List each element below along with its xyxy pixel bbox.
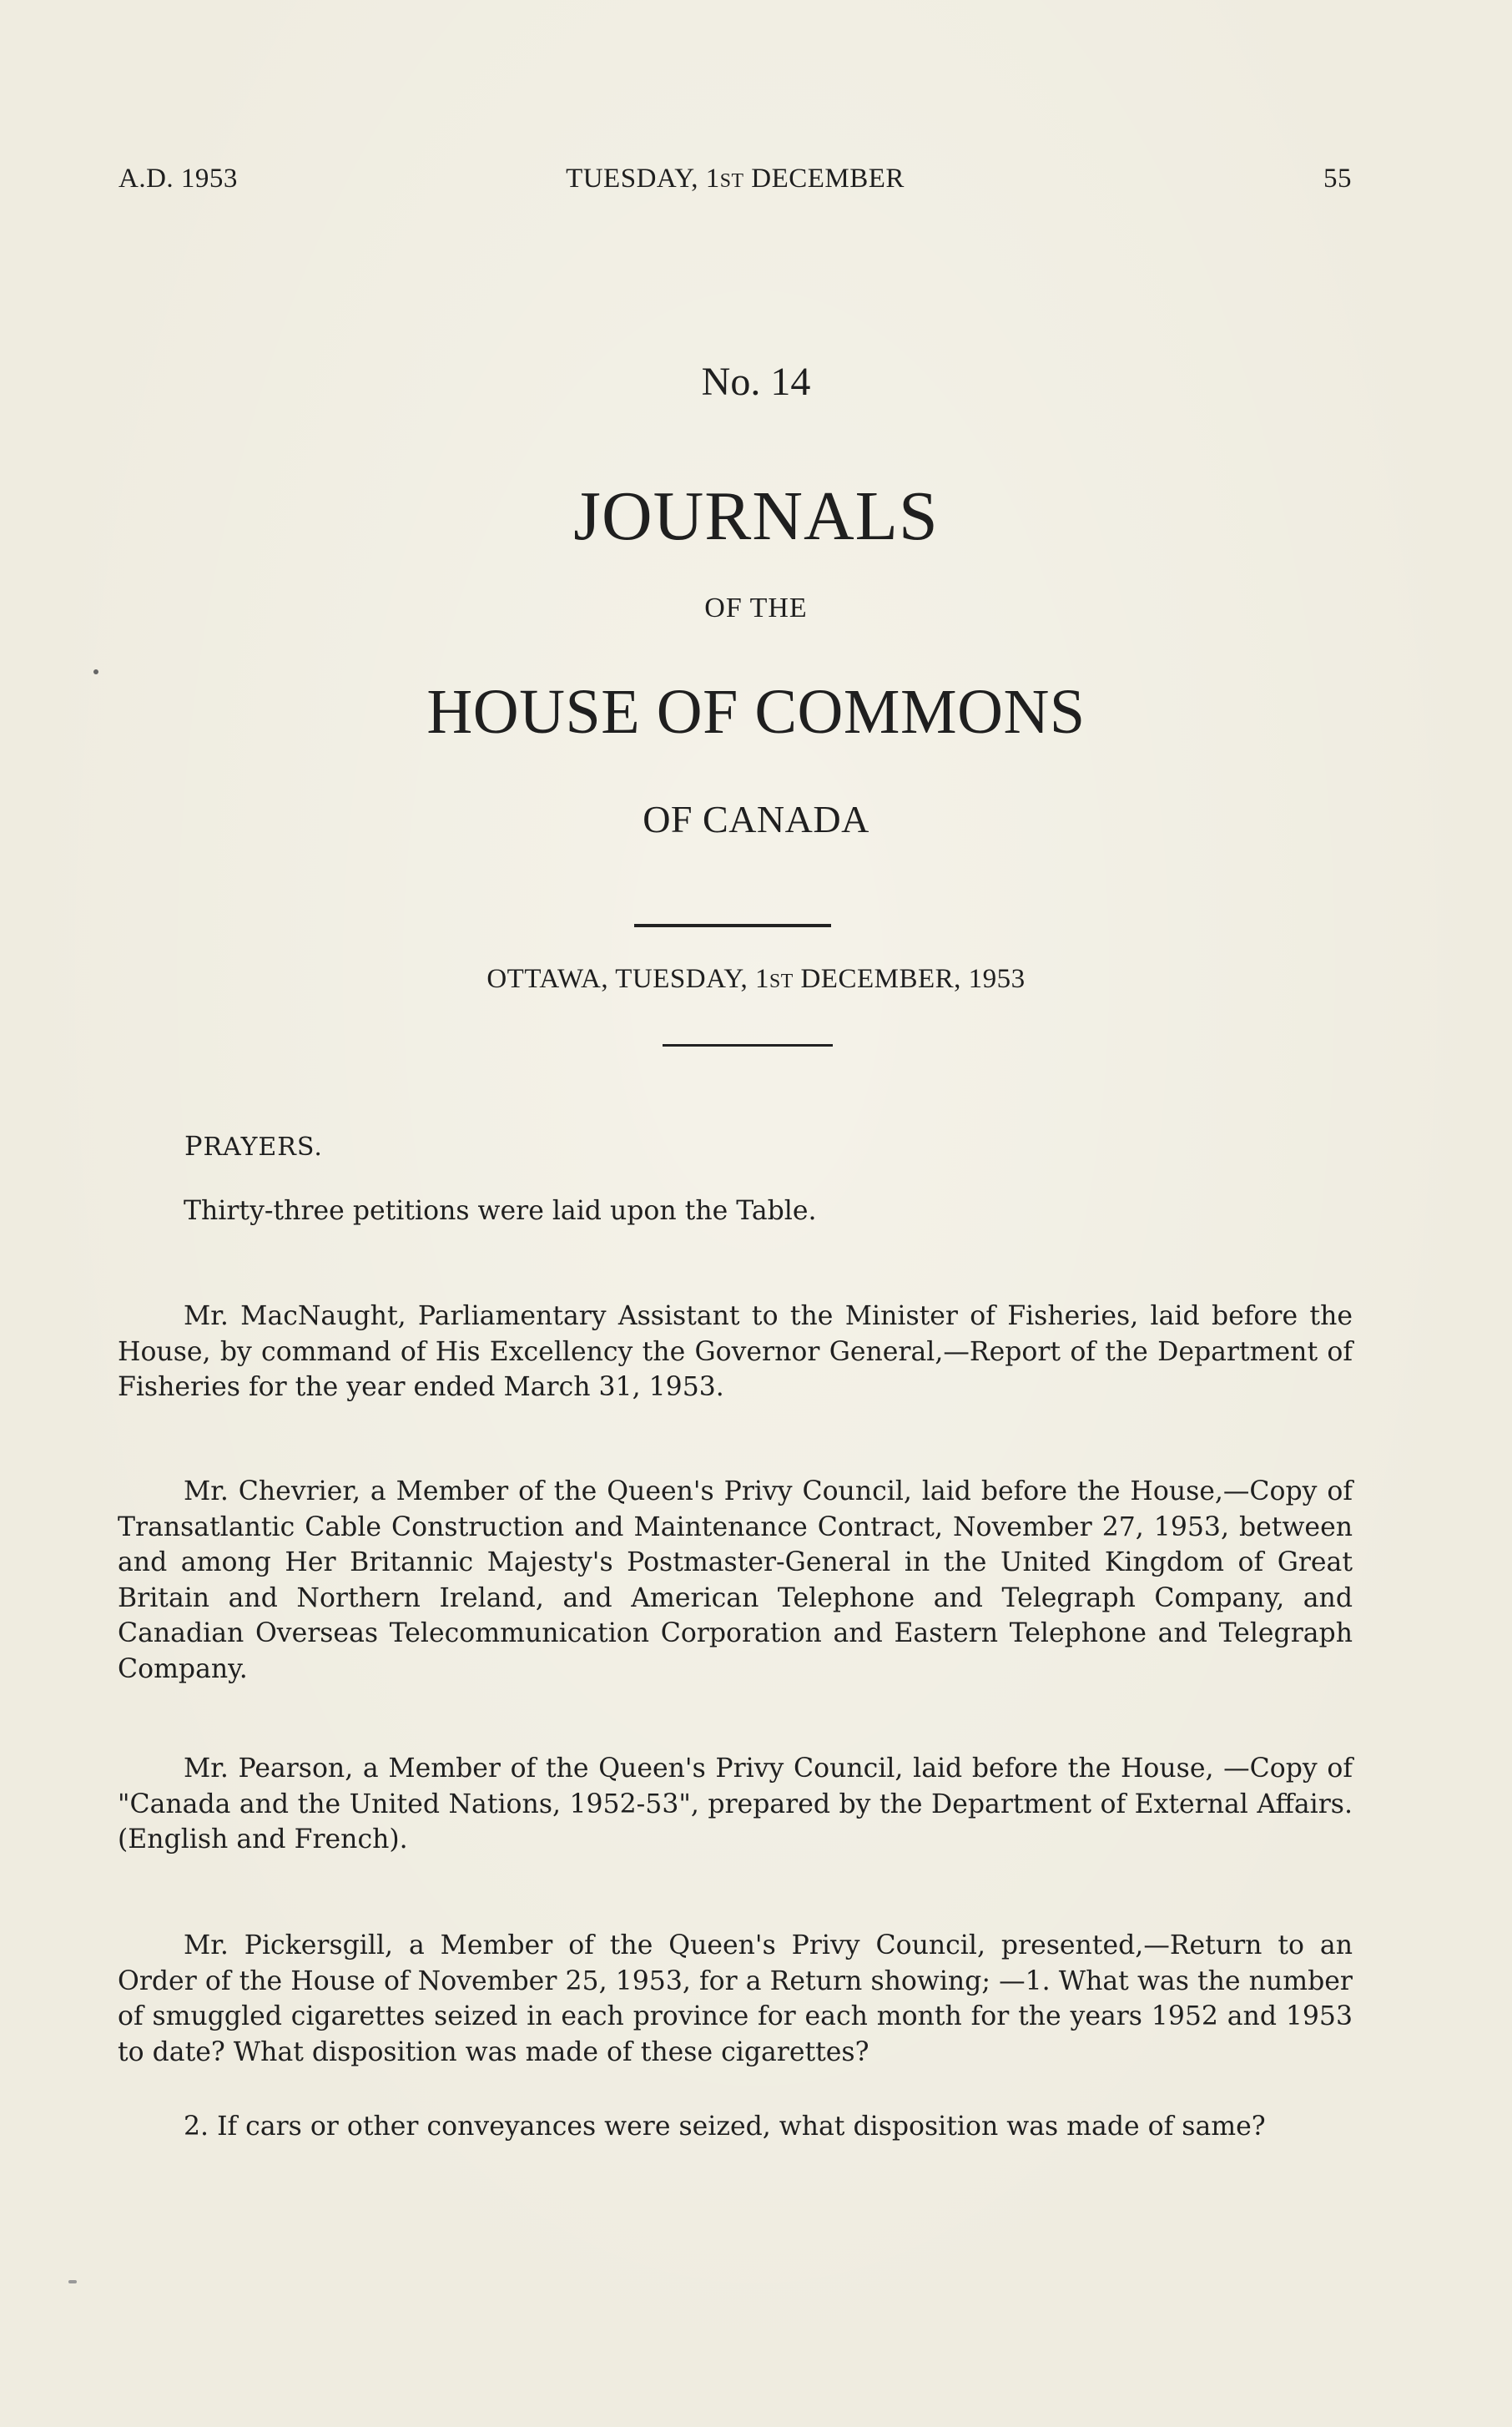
dateline-ordinal: ST [769,971,794,992]
petitions-text: Thirty-three petitions were laid upon the Table. [184,1196,817,1226]
page-number: 55 [1323,164,1352,194]
title-of-canada: OF CANADA [643,798,869,840]
header-date [118,164,1352,194]
header-year: A.D. 1953 [118,164,238,194]
paragraph-text: Mr. Pickersgill, a Member of the Queen's Privy Council, presented,—Return to an Order of the House of November 25, 1953, for a Return showing; —1. What was the number of smuggled cigarettes seized in each province for each month for the years 1952 and 1953 to date? What disposition was made of these cigarettes? [118,1930,1353,2067]
paragraph-pearson [118,1751,1353,1858]
petitions-paragraph [118,1193,1353,1229]
divider-rule-top [634,924,831,927]
paragraph-macnaught [118,1299,1353,1405]
header-date-ordinal: ST [719,170,744,192]
paragraph-text: Mr. MacNaught, Parliamentary Assistant to the Minister of Fisheries, laid before the House, by command of His Excellency the Governor General,—Report of the Department of Fisheries for the year ended March 31, 1953. [118,1301,1353,1402]
house-of-commons-title: HOUSE OF COMMONS [426,677,1086,747]
paragraph-question-2 [118,2109,1353,2145]
paragraph-text: 2. If cars or other conveyances were seized, what disposition was made of same? [184,2112,1266,2142]
paragraph-pickersgill [118,1928,1353,2070]
dateline-suffix: DECEMBER, 1953 [793,964,1026,994]
dateline-prefix: OTTAWA, TUESDAY, 1 [486,964,769,994]
paragraph-text: Mr. Chevrier, a Member of the Queen's Privy Council, laid before the House,—Copy of Transatlantic Cable Construction and Maintenance Contract, November 27, 1953, between and among Her Britannic Majesty's Postmaster-General in the United Kingdom of Great Britain and Northern Ireland, and American Telephone and Telegraph Company, and Canadian Overseas Telecommunication Corporation and Eastern Telephone and Telegraph Company. [118,1476,1353,1684]
title-of-the: OF THE [704,593,808,623]
sitting-dateline [0,964,1512,995]
prayers-heading [184,1128,685,1166]
prayers-rest: RAYERS. [203,1133,323,1162]
running-header [118,164,1352,200]
divider-rule-bottom [663,1044,833,1047]
paper-speck [68,2280,77,2283]
header-date-main: TUESDAY, 1 [566,164,720,194]
issue-number: No. 14 [701,360,811,404]
paragraph-chevrier [118,1474,1353,1687]
journal-title: JOURNALS [573,477,939,555]
paper-speck [93,669,98,674]
paragraph-text: Mr. Pearson, a Member of the Queen's Privy Council, laid before the House, —Copy of "Canada and the United Nations, 1952-53", prepared by the Department of External Affairs. (English and French). [118,1753,1353,1854]
prayers-cap: P [184,1130,204,1162]
header-date-rest: DECEMBER [743,164,905,194]
